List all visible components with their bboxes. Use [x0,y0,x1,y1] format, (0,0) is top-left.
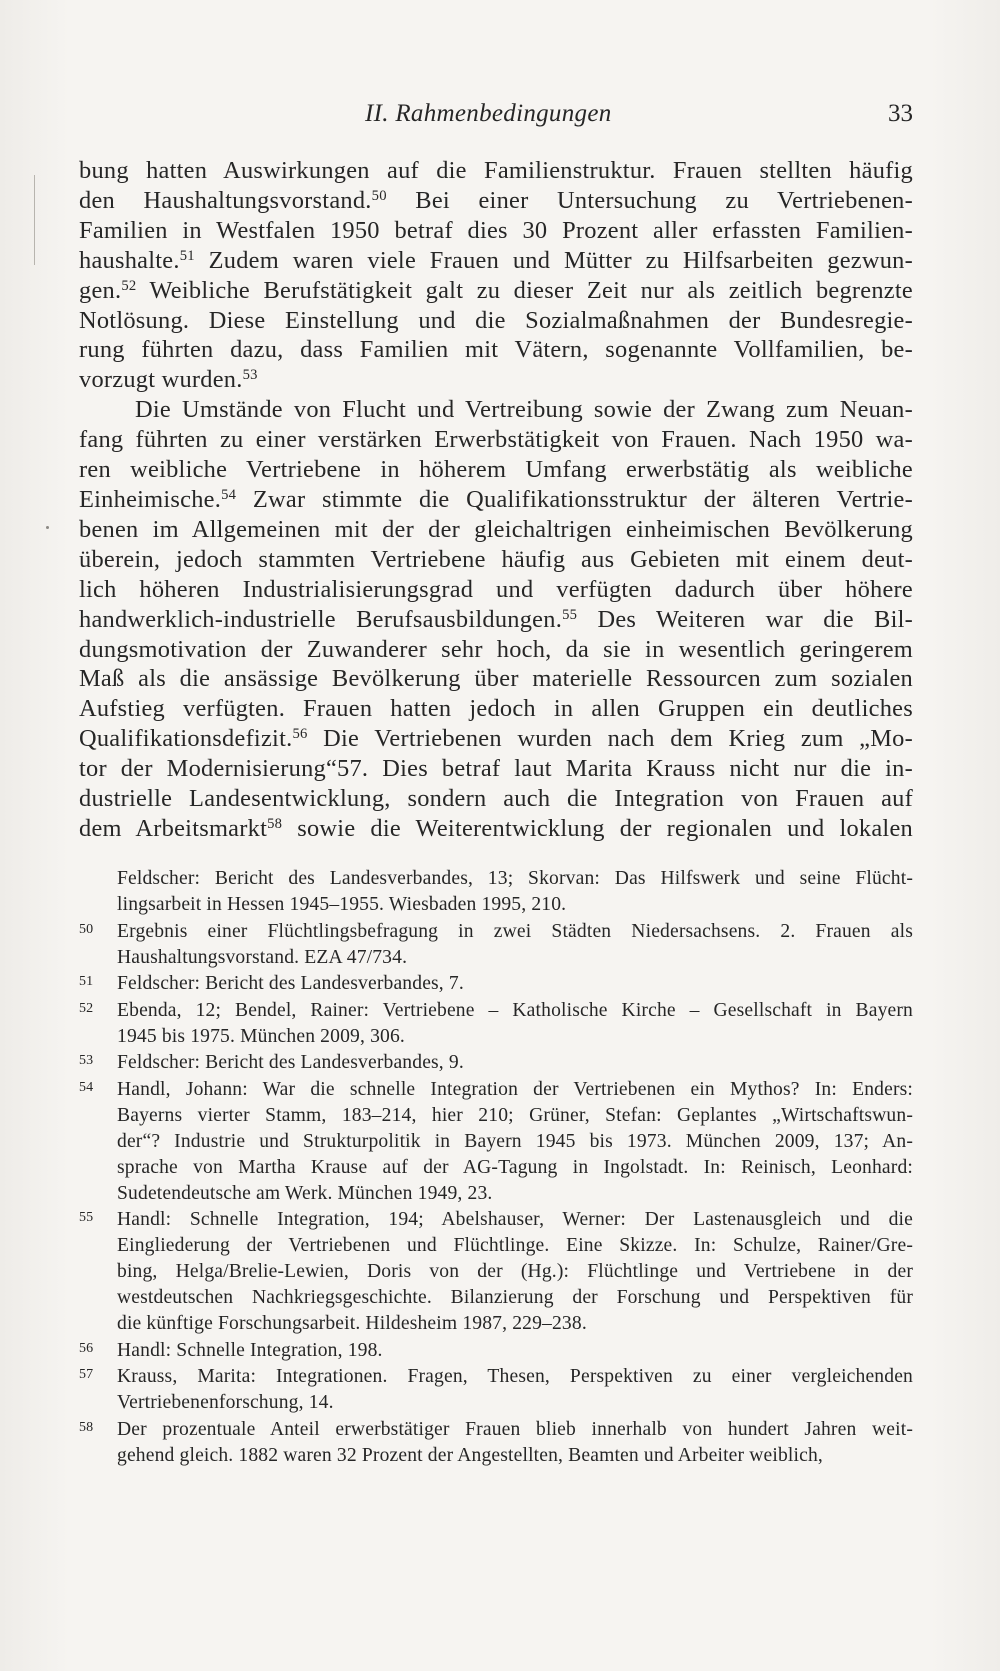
footnote-number: 51 [79,974,94,989]
footnote-line: Feldscher: Bericht des Landesverbandes, 13; Skorvan: Das Hilfswerk und seine Flücht- [117,868,913,889]
footnote-reference: 58 [267,815,283,832]
footnote-number: 55 [79,1210,94,1225]
footnote-line: gehend gleich. 1882 waren 32 Prozent der Angestellten, Beamten und Arbeiter weiblich, [117,1444,823,1466]
footnote-line: Krauss, Marita: Integrationen. Fragen, Thesen, Perspektiven zu einer vergleichenden [117,1366,913,1387]
margin-pencil-mark [34,175,35,265]
footnote [79,1364,913,1416]
text-line: Einheimische.$^{54}$ Zwar stimmte die Qualifikationsstruktur der älteren Vertrie- [79,485,913,513]
footnote-line: Der prozentuale Anteil erwerbstätiger Frauen blieb innerhalb von hundert Jahren weit- [117,1418,913,1440]
footnote-line: 1945 bis 1975. München 2009, 306. [117,1025,405,1047]
text-line: haushalte.$^{51}$ Zudem waren viele Frauen und Mütter zu Hilfsarbeiten gezwun- [79,246,913,274]
text-line: benen im Allgemeinen mit der der gleichaltrigen einheimischen Bevölkerung [79,515,913,543]
text-line: dungsmotivation der Zuwanderer sehr hoch, da sie in wesentlich geringerem [79,635,913,663]
footnote-line: Handl: Schnelle Integration, 194; Abelshauser, Werner: Der Lastenausgleich und die [117,1209,913,1230]
text-line: den Haushaltungsvorstand.$^{50}$ Bei einer Untersuchung zu Vertriebenen- [79,186,913,214]
footnote-number: 57 [79,1367,94,1382]
text-line: Familien in Westfalen 1950 betraf dies 30 Prozent aller erfassten Familien- [79,216,913,244]
footnote-line: sprache von Martha Krause auf der AG-Tagung in Ingolstadt. In: Reinisch, Leonhard: [117,1156,913,1178]
text-line: vorzugt wurden.$^{53}$ [79,366,258,394]
footnote-line: westdeutschen Nachkriegsgeschichte. Bilanzierung der Forschung und Perspektiven für [117,1287,913,1308]
footnote [79,1338,913,1364]
text-line: handwerklich-industrielle Berufsausbildungen.$^{55}$ Des Weiteren war die Bil- [79,605,913,633]
footnote-number: 56 [79,1340,94,1356]
footnote-line: bing, Helga/Brelie-Lewien, Doris von der (Hg.): Flüchtlinge und Vertriebene in der [117,1261,913,1282]
footnote-number: 58 [79,1419,94,1435]
text-line: bung hatten Auswirkungen auf die Familienstruktur. Frauen stellten häufig [79,157,913,184]
footnote-line: der“? Industrie und Strukturpolitik in Bayern 1945 bis 1973. München 2009, 137; An- [117,1130,913,1152]
footnote-line: Vertriebenenforschung, 14. [117,1392,334,1413]
footnote [79,998,913,1050]
text-line: lich höheren Industrialisierungsgrad und verfügten dadurch über höhere [79,575,913,603]
footnote [79,971,913,997]
text-line: dustrielle Landesentwicklung, sondern auch die Integration von Frauen auf [79,785,913,813]
text-line: überein, jedoch stammten Vertriebene häufig aus Gebieten mit einem deut- [79,545,913,573]
footnote-line: Haushaltungsvorstand. EZA 47/734. [117,946,408,968]
footnote-reference: 52 [121,277,137,294]
footnote-line: Eingliederung der Vertriebenen und Flüchtlinge. Eine Skizze. In: Schulze, Rainer/Gre- [117,1235,913,1256]
footnote-line: Sudetendeutsche am Werk. München 1949, 23. [117,1182,493,1204]
footnote [79,1207,913,1337]
footnote-reference: 50 [371,187,387,204]
page-number: 33 [888,100,913,127]
footnote-line: Feldscher: Bericht des Landesverbandes, 9. [117,1052,464,1073]
footnote-number: 52 [79,1000,94,1016]
text-line: ren weibliche Vertriebene in höherem Umfang erwerbstätig als weibliche [79,456,913,484]
footnote-number: 50 [79,921,94,937]
footnote-line: Bayerns vierter Stamm, 183–214, hier 210; Grüner, Stefan: Geplantes „Wirtschaftswun- [117,1104,913,1126]
footnote-number: 54 [79,1079,94,1095]
footnotes [79,866,913,1469]
footnote-line: lingsarbeit in Hessen 1945–1955. Wiesbaden 1995, 210. [117,894,567,915]
footnote [79,1050,913,1076]
footnote-reference: 55 [562,606,578,623]
footnote-line: Handl, Johann: War die schnelle Integration der Vertriebenen ein Mythos? In: Enders: [117,1078,913,1100]
text-line: tor der Modernisierung“57. Dies betraf laut Marita Krauss nicht nur die in- [79,755,913,783]
footnote-line: Ergebnis einer Flüchtlingsbefragung in zwei Städten Niedersachsens. 2. Frauen als [117,920,913,942]
running-title: II. Rahmenbedingungen [365,100,612,127]
text-line: rung führten dazu, dass Familien mit Vätern, sogenannte Vollfamilien, be- [79,336,913,364]
page-header [79,100,913,136]
footnote-line: Ebenda, 12; Bendel, Rainer: Vertriebene – Katholische Kirche – Gesellschaft in Bayern [117,999,913,1021]
footnote [79,1077,913,1207]
footnote-line: die künftige Forschungsarbeit. Hildesheim 1987, 229–238. [117,1313,587,1334]
footnote-number: 53 [79,1053,94,1068]
footnote [79,919,913,971]
footnote-reference: 54 [221,486,237,503]
text-line: dem Arbeitsmarkt$^{58}$ sowie die Weiterentwicklung der regionalen und lokalen [79,814,913,842]
margin-dot-mark [46,526,49,529]
main-text [79,156,913,844]
text-line: Die Umstände von Flucht und Vertreibung sowie der Zwang zum Neuan- [135,396,913,424]
footnote-reference: 56 [292,726,308,743]
text-line: fang führten zu einer verstärken Erwerbstätigkeit von Frauen. Nach 1950 wa- [79,426,913,454]
footnote-line: Handl: Schnelle Integration, 198. [117,1339,383,1361]
footnote [79,866,913,918]
footnote-line: Feldscher: Bericht des Landesverbandes, 7. [117,973,464,994]
footnote-reference: 51 [179,247,195,264]
footnote-reference: 53 [242,367,258,384]
text-line: Maß als die ansässige Bevölkerung über materielle Ressourcen zum sozialen [79,665,913,693]
text-line: gen.$^{52}$ Weibliche Berufstätigkeit galt zu dieser Zeit nur als zeitlich begrenzte [79,276,913,304]
footnote [79,1417,913,1469]
text-line: Qualifikationsdefizit.$^{56}$ Die Vertriebenen wurden nach dem Krieg zum „Mo- [79,725,913,753]
text-line: Notlösung. Diese Einstellung und die Sozialmaßnahmen der Bundesregie- [79,306,913,334]
text-line: Aufstieg verfügten. Frauen hatten jedoch in allen Gruppen ein deutliches [79,695,913,723]
